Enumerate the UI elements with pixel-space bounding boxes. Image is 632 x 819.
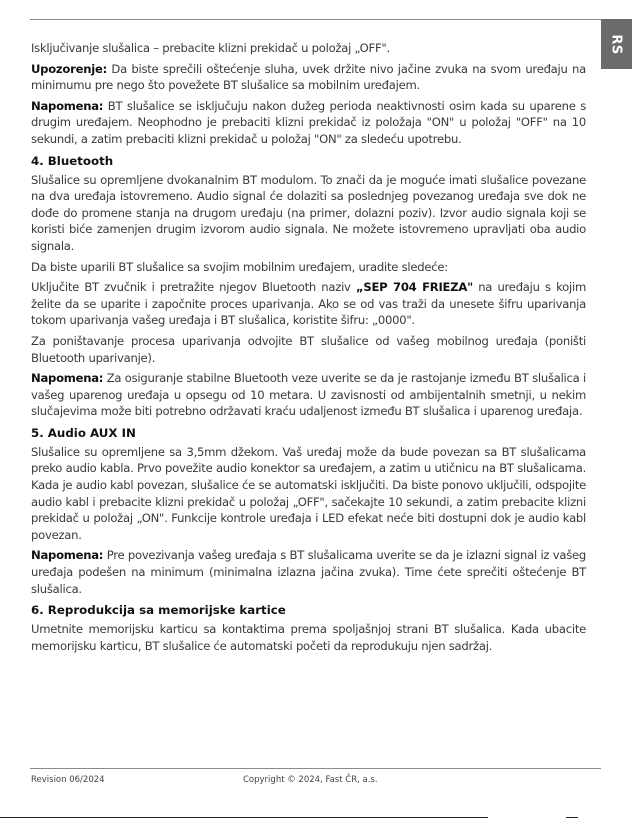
manual-content (31, 40, 586, 658)
note-text: Pre povezivanja vašeg uređaja s BT slušalicama uverite se da je izlazni signal iz vašeg uređaja podešen na minimum (minimalna izlazna jačina zvuka). Time ćete sprečiti oštećenje BT slušalica. (31, 548, 586, 596)
note-label: Napomena: (31, 548, 104, 563)
section-heading-memory-card: 6. Reprodukcija sa memorijske kartice (31, 603, 286, 618)
memory-card-paragraph: Umetnite memorijsku karticu sa kontaktima prema spoljašnjoj strani BT slušalica. Kada ubacite memorijsku karticu, BT slušalice će automatski početi da reprodukuju njen sadržaj. (31, 622, 586, 653)
top-divider (30, 19, 601, 20)
bluetooth-dual-paragraph: Slušalice su opremljene dvokanalnim BT modulom. To znači da je moguće imati slušalice povezane na dva uređaja istovremeno. Audio signal će dolaziti sa poslednjeg povezanog uređaja sve dok ne dođe do promene stanja na drugom uređaju (na primer, dolazni poziv). Izvor audio signala koji se koristi biće zamenjen drugim izvorom audio signala. Ne možete istovremeno upravljati oba audio signala. (31, 172, 586, 253)
section-heading-bluetooth: 4. Bluetooth (31, 153, 114, 168)
pairing-text-after: na uređaju s kojim želite da se uparite i započnite proces uparivanja. Ako se od vas traži da unesete šifru uparivanja tokom uparivanja vašeg uređaja i BT slušalica, koristite šifru: „0000". (31, 280, 587, 328)
pairing-text-before: Uključite BT zvučnik i pretražite njegov Bluetooth naziv (31, 280, 356, 295)
note-auto-off-paragraph (31, 98, 586, 148)
footer-revision: Revision 06/2024 (31, 775, 105, 785)
language-code: RS (609, 33, 624, 55)
page-edge-line (0, 817, 488, 818)
warning-paragraph (31, 61, 586, 94)
note-label: Napomena: (31, 98, 104, 113)
language-tab (601, 19, 632, 69)
aux-paragraph: Slušalice su opremljene sa 3,5mm džekom. Vaš uređaj može da bude povezan sa BT slušalicama preko audio kabla. Prvo povežite audio konektor sa uređajem, a zatim u utičnicu na BT slušalicama. Kada je audio kabl povezan, slušalice će se automatski isključiti. Da biste ponovo uključili, odspojite audio kabl i prebacite klizni prekidač u položaj „OFF", sačekajte 10 sekundi, a zatim prebacite klizni prekidač u položaj „ON". Funkcije kontrole uređaja i LED efekat neće biti dostupni dok je audio kabl povezan. (31, 444, 586, 542)
warning-label: Upozorenje: (31, 61, 107, 76)
bottom-divider (30, 768, 601, 769)
section-heading-aux: 5. Audio AUX IN (31, 425, 136, 440)
bluetooth-pairing-intro: Da biste uparili BT slušalice sa svojim mobilnim uređajem, uradite sledeće: (31, 259, 448, 274)
note-text: Za osiguranje stabilne Bluetooth veze uverite se da je rastojanje između BT slušalica i vašeg uparenog uređaja u opsegu od 10 metara. U zavisnosti od ambijentalnih smetnji, u nekim slučajevima može biti potrebno održavati kraću udaljenost između BT slušalica i uparenog uređaja. (31, 371, 586, 419)
note-text: BT slušalice se isključuju nakon dužeg perioda neaktivnosti osim kada su uparene s drugim uređajem. Neophodno je prebaciti klizni prekidač iz položaja "ON" u položaj "OFF" na 10 sekundi, a zatim prebaciti klizni prekidač u položaj "ON" za sledeću upotrebu. (31, 98, 586, 146)
footer-copyright: Copyright © 2024, Fast ČR, a.s. (243, 775, 378, 785)
note-aux-paragraph (31, 547, 586, 597)
product-bluetooth-name: „SEP 704 FRIEZA" (355, 280, 473, 295)
warning-text: Da biste sprečili oštećenje sluha, uvek držite nivo jačine zvuka na svom uređaju na minimumu pre nego što povežete BT slušalice sa mobilnim uređajem. (31, 61, 586, 93)
power-off-paragraph: Isključivanje slušalica – prebacite klizni prekidač u položaj „OFF". (31, 41, 390, 55)
bluetooth-unpair-paragraph: Za poništavanje procesa uparivanja odvojite BT slušalice od vašeg mobilnog uređaja (poništi Bluetooth uparivanje). (31, 333, 586, 365)
note-range-paragraph (31, 370, 586, 420)
bluetooth-pairing-steps (31, 279, 586, 329)
note-label: Napomena: (31, 371, 104, 386)
page-edge-mark (566, 817, 578, 818)
